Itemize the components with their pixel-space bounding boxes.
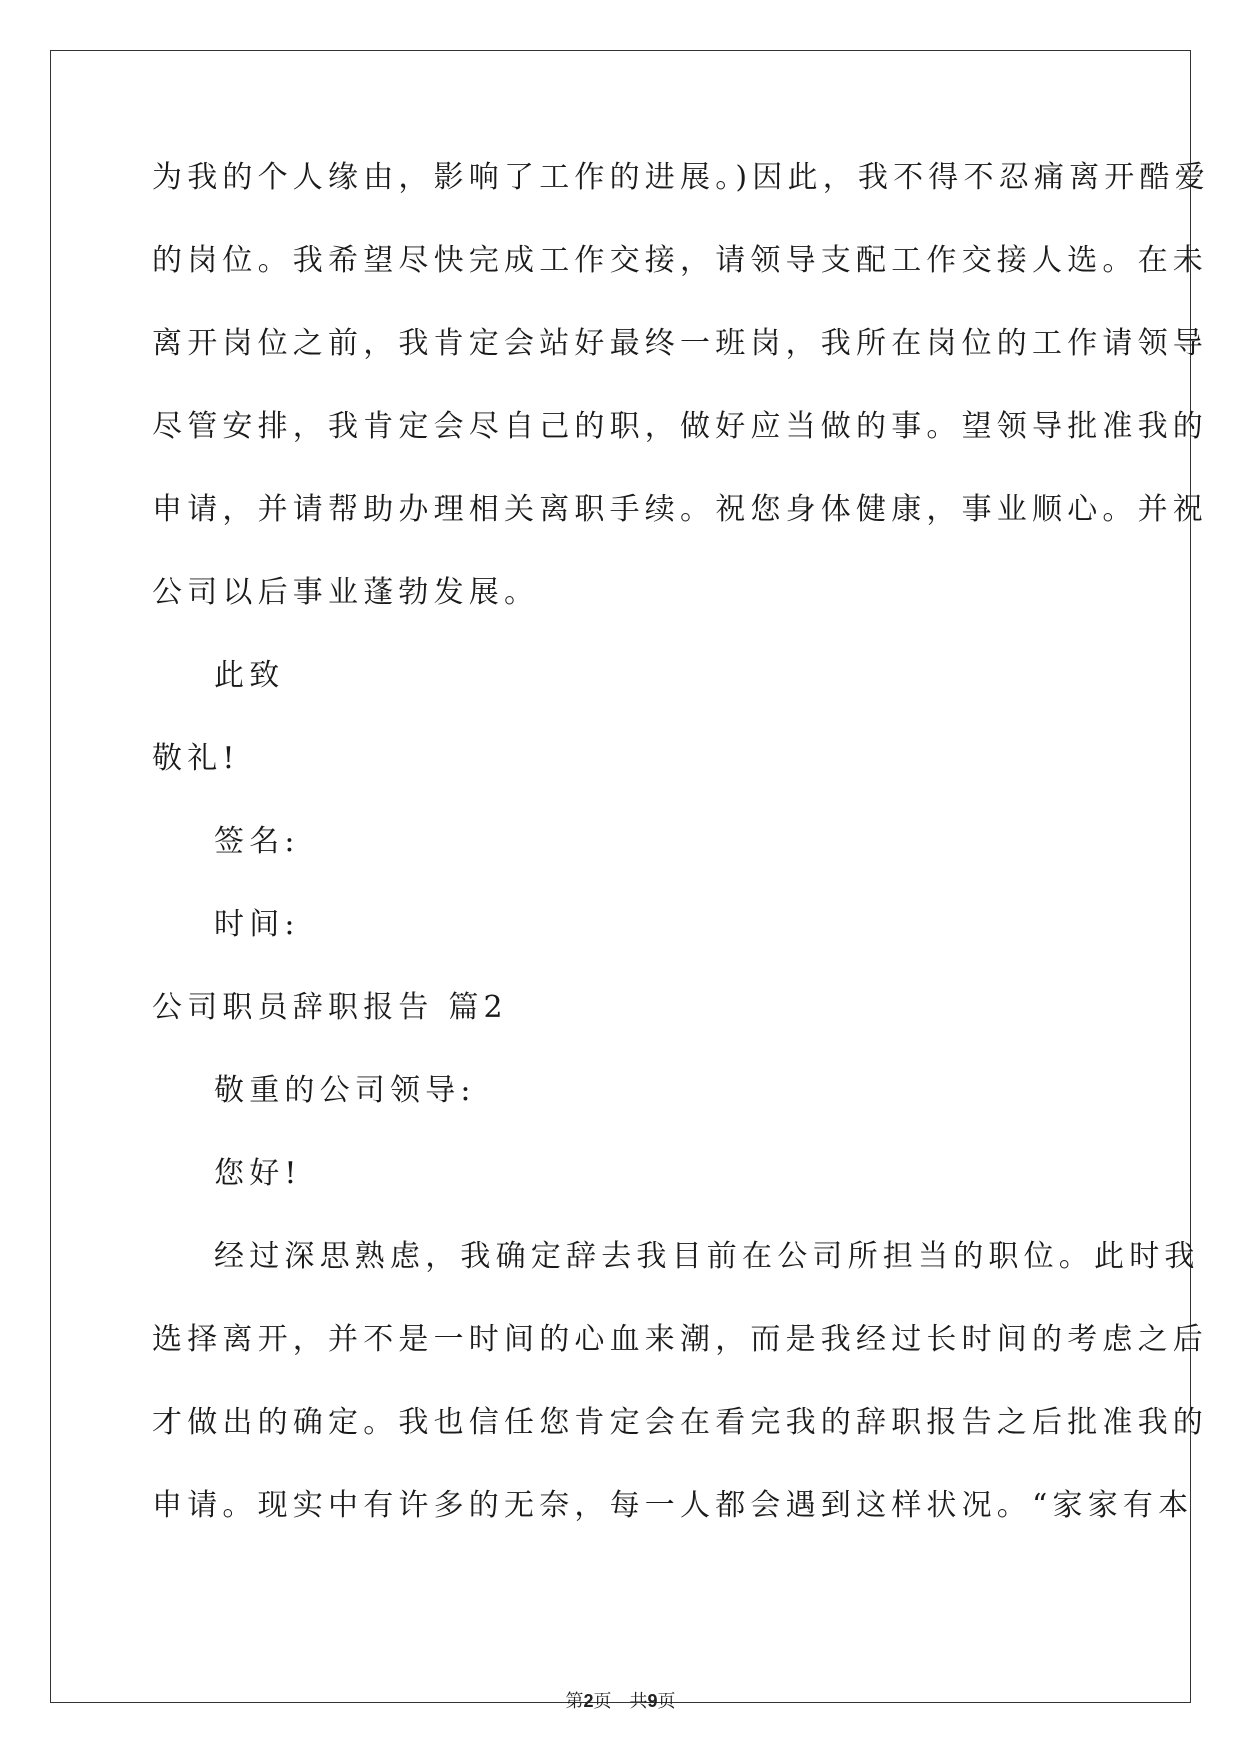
closing-salutation: 此致 (214, 658, 285, 693)
date-label: 时间: (214, 907, 300, 942)
document-body (152, 160, 1210, 1571)
text-line: 经过深思熟虑，我确定辞去我目前在公司所担当的职位。此时我 (214, 1239, 1200, 1274)
footer-prefix: 第 (565, 1691, 584, 1712)
text-line: 公司以后事业蓬勃发展。 (152, 575, 540, 610)
text-line: 申请，并请帮助办理相关离职手续。祝您身体健康，事业顺心。并祝 (152, 492, 1208, 527)
text-line: 才做出的确定。我也信任您肯定会在看完我的辞职报告之后批准我的 (152, 1405, 1208, 1440)
text-line: 的岗位。我希望尽快完成工作交接，请领导支配工作交接人选。在未 (152, 243, 1208, 278)
greeting-recipient: 敬重的公司领导: (214, 1073, 476, 1108)
text-line: 申请。现实中有许多的无奈，每一人都会遇到这样状况。“家家有本 (152, 1488, 1194, 1523)
current-page-number: 2 (583, 1691, 594, 1711)
signature-label: 签名: (214, 824, 300, 859)
footer-suffix: 页 (657, 1691, 676, 1712)
footer-mid: 页 共 (593, 1691, 648, 1712)
greeting: 您好! (214, 1156, 302, 1191)
text-line: 尽管安排，我肯定会尽自己的职，做好应当做的事。望领导批准我的 (152, 409, 1208, 444)
section-heading: 公司职员辞职报告 篇2 (152, 990, 508, 1025)
text-line: 离开岗位之前，我肯定会站好最终一班岗，我所在岗位的工作请领导 (152, 326, 1208, 361)
text-line: 为我的个人缘由，影响了工作的进展。)因此，我不得不忍痛离开酷爱 (152, 160, 1210, 195)
page-footer (0, 1691, 1241, 1712)
total-page-number: 9 (647, 1691, 658, 1711)
text-line: 选择离开，并不是一时间的心血来潮，而是我经过长时间的考虑之后 (152, 1322, 1208, 1357)
closing-regards: 敬礼! (152, 741, 240, 776)
